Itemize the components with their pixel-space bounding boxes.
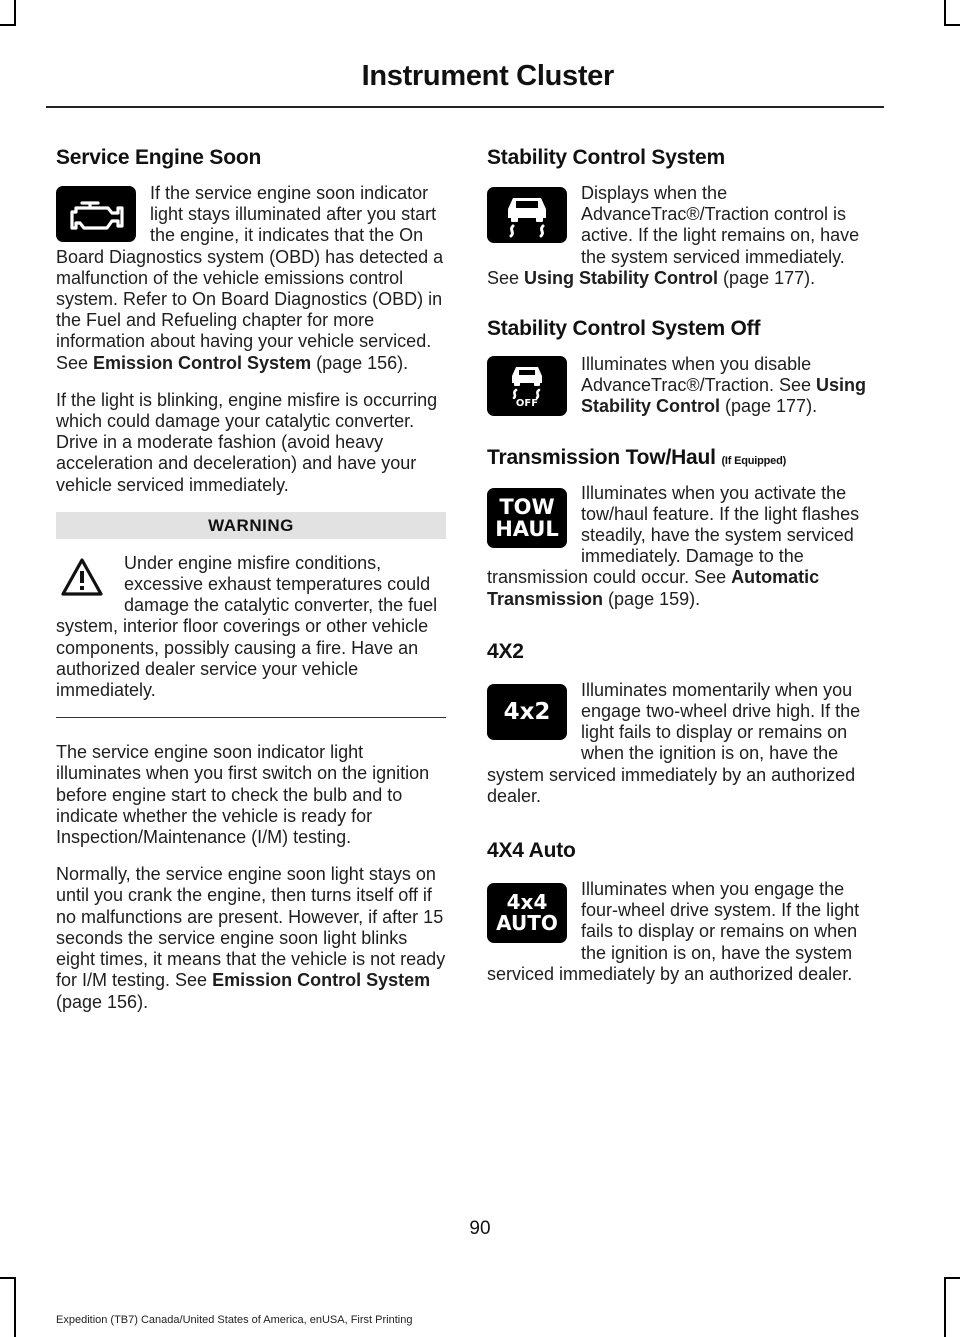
service-engine-paragraph-3: The service engine soon indicator light illuminates when you first switch on the ignition before engine start to check the bulb and to indicate whether the vehicle is ready for Inspection/Maintenance (I/M) testing. (56, 742, 430, 848)
stability-text: Displays when the AdvanceTrac®/Traction control is active. If the light remains on, have the system serviced immediately. See (487, 183, 860, 288)
warning-block (56, 553, 446, 717)
using-stability-control-link[interactable]: Using Stability Control (524, 267, 719, 288)
header-rule (46, 106, 884, 108)
4x4-label: 4x4 (506, 890, 548, 915)
four-by-four-block (487, 879, 879, 1001)
section-heading-4x2: 4X2 (487, 639, 524, 663)
stability-off-block (487, 354, 879, 434)
emission-control-link[interactable]: Emission Control System (93, 352, 312, 373)
tow-label: TOW (499, 494, 555, 519)
footer-text: Expedition (TB7) Canada/United States of America, enUSA, First Printing (56, 1314, 413, 1326)
section-heading-service-engine-soon: Service Engine Soon (56, 146, 262, 169)
service-engine-block (56, 183, 446, 390)
four-by-two-text: Illuminates momentarily when you engage two-wheel drive high. If the light fails to display or remains on when the ignition is on, have the system serviced immediately by an authorized dealer. (487, 679, 861, 806)
right-column (487, 146, 879, 1001)
haul-label: HAUL (495, 516, 559, 541)
crop-mark (0, 24, 16, 26)
automatic-transmission-link[interactable]: Automatic Transmission (487, 567, 820, 609)
if-equipped-note: (If Equipped) (721, 454, 787, 467)
crop-mark (14, 0, 16, 26)
check-engine-icon (56, 186, 136, 242)
section-heading-tow-haul (487, 446, 879, 470)
4x4-auto-icon (487, 883, 567, 943)
service-engine-paragraph-1: If the service engine soon indicator light stays illuminated after you start the engine, it indicates that the On Board Diagnostics system (OBD) has detected a malfunction of the vehicle emissions control system. Refer to On Board Diagnostics (OBD) in the Fuel and Refueling chapter for more information about having your vehicle serviced. See (56, 183, 444, 373)
warning-label: WARNING (56, 512, 446, 539)
service-engine-paragraph-4: Normally, the service engine soon light stays on until you crank the engine, then turns itself off if no malfunctions are present. However, if after 15 seconds the service engine soon light blinks eight times, it means that the vehicle is not ready for I/M testing. See (56, 864, 446, 991)
4x2-label: 4x2 (503, 698, 551, 725)
crop-mark (14, 1277, 16, 1337)
auto-label: AUTO (496, 911, 558, 936)
tow-haul-block (487, 483, 879, 626)
using-stability-control-link[interactable]: Using Stability Control (581, 375, 867, 417)
page-number: 90 (469, 1218, 491, 1239)
crop-mark (944, 1277, 946, 1337)
stability-control-off-icon (487, 356, 567, 416)
crop-mark (944, 24, 960, 26)
section-heading-stability-off: Stability Control System Off (487, 317, 761, 341)
warning-divider (56, 717, 446, 718)
tow-haul-icon (487, 488, 567, 548)
left-column (56, 146, 446, 1029)
section-heading-4x4-auto: 4X4 Auto (487, 839, 576, 863)
stability-block (487, 183, 879, 305)
crop-mark (0, 1277, 16, 1279)
4x2-icon (487, 684, 567, 740)
crop-mark (944, 0, 946, 26)
tow-haul-text: Illuminates when you activate the tow/haul feature. If the light flashes steadily, have the system serviced immediately. Damage to the transmission could occur. See (487, 482, 860, 588)
off-label: OFF (515, 398, 539, 410)
page-ref: (page 177). (718, 267, 816, 288)
stability-control-icon (487, 187, 567, 243)
section-heading-stability-control: Stability Control System (487, 146, 725, 169)
page-ref: (page 156). (311, 352, 409, 373)
page-ref: (page 156). (56, 991, 149, 1012)
page-header-title: Instrument Cluster (361, 60, 614, 92)
four-by-two-block (487, 680, 879, 823)
stability-off-text: Illuminates when you disable AdvanceTrac®/Traction. See (581, 354, 817, 396)
page-ref: (page 177). (720, 396, 818, 417)
tow-haul-heading-text: Transmission Tow/Haul (487, 445, 716, 469)
emission-control-link[interactable]: Emission Control System (212, 970, 431, 991)
service-engine-paragraph-2: If the light is blinking, engine misfire is occurring which could damage your catalytic converter. Drive in a moderate fashion (avoid heavy acceleration and deceleration) and have your vehicle serviced immediately. (56, 389, 438, 495)
warning-text: Under engine misfire conditions, excessive exhaust temperatures could damage the catalytic converter, the fuel system, interior floor coverings or other vehicle components, possibly causing a fire. Have an authorized dealer service your vehicle immediately. (56, 552, 438, 701)
four-by-four-text: Illuminates when you engage the four-wheel drive system. If the light fails to display or remains on when the ignition is on, have the system serviced immediately by an authorized dealer. (487, 879, 860, 984)
page-ref: (page 159). (603, 588, 701, 609)
crop-mark (944, 1277, 960, 1279)
warning-triangle-icon (60, 557, 104, 597)
